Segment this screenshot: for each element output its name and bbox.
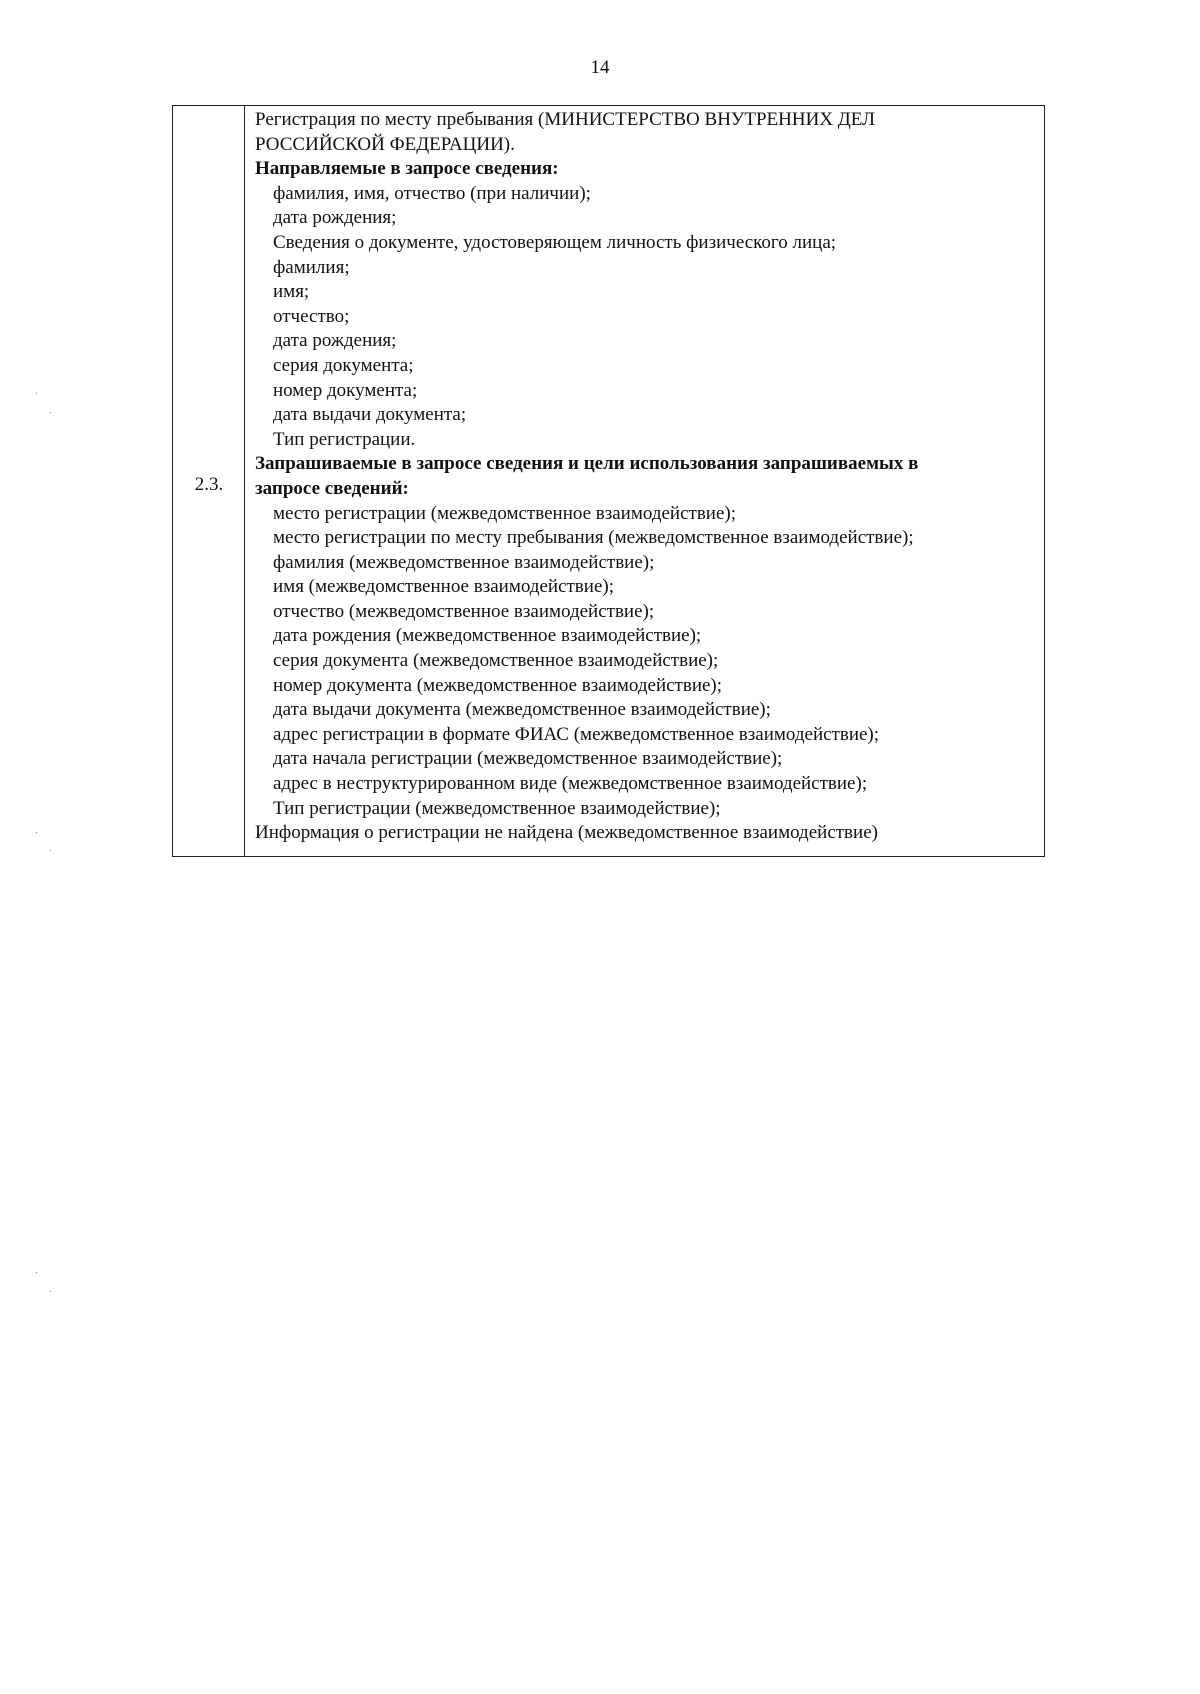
sent-info-item: дата рождения;: [273, 330, 397, 352]
requested-info-item: адрес в неструктурированном виде (межведомственное взаимодействие);: [273, 773, 868, 795]
requested-info-item: серия документа (межведомственное взаимодействие);: [273, 650, 719, 672]
sent-info-item: отчество;: [273, 305, 350, 327]
sent-info-item: серия документа;: [273, 354, 414, 376]
scan-speck: [50, 412, 51, 413]
row-content-cell: [245, 106, 1044, 856]
requested-info-item: отчество (межведомственное взаимодействие);: [273, 600, 655, 622]
scan-speck: [36, 1272, 37, 1273]
scan-speck: [36, 832, 37, 833]
title-line: РОССИЙСКОЙ ФЕДЕРАЦИИ).: [255, 133, 515, 155]
requested-info-item: Тип регистрации (межведомственное взаимодействие);: [273, 797, 721, 819]
requested-info-item: дата начала регистрации (межведомственное взаимодействие);: [273, 748, 783, 770]
requested-info-item: дата выдачи документа (межведомственное взаимодействие);: [273, 699, 771, 721]
requested-info-item: имя (межведомственное взаимодействие);: [273, 576, 614, 598]
scan-speck: [36, 393, 37, 394]
sent-info-heading: Направляемые в запросе сведения:: [255, 158, 559, 180]
sent-info-item: фамилия;: [273, 256, 350, 278]
not-found-line: Информация о регистрации не найдена (межведомственное взаимодействие): [255, 822, 878, 844]
sent-info-item: Сведения о документе, удостоверяющем личность физического лица;: [273, 231, 837, 253]
requested-info-item: место регистрации по месту пребывания (межведомственное взаимодействие);: [273, 527, 914, 549]
row-number-cell: [173, 106, 245, 856]
requested-info-item: номер документа (межведомственное взаимодействие);: [273, 674, 723, 696]
requested-info-item: место регистрации (межведомственное взаимодействие);: [273, 502, 737, 524]
title-line: Регистрация по месту пребывания (МИНИСТЕРСТВО ВНУТРЕННИХ ДЕЛ: [255, 109, 875, 130]
requested-info-item: адрес регистрации в формате ФИАС (межведомственное взаимодействие);: [273, 723, 880, 745]
document-table: [172, 105, 1045, 857]
sent-info-item: имя;: [273, 281, 310, 303]
requested-info-heading: запросе сведений:: [255, 477, 409, 499]
row-number: 2.3.: [194, 474, 224, 495]
requested-info-heading: Запрашиваемые в запросе сведения и цели использования запрашиваемых в: [255, 453, 919, 475]
requested-info-item: фамилия (межведомственное взаимодействие);: [273, 551, 655, 573]
sent-info-item: дата рождения;: [273, 207, 397, 229]
sent-info-item: дата выдачи документа;: [273, 404, 467, 426]
requested-info-item: дата рождения (межведомственное взаимодействие);: [273, 625, 702, 647]
page-number: 14: [590, 57, 610, 78]
sent-info-item: номер документа;: [273, 379, 418, 401]
scan-speck: [50, 850, 51, 851]
sent-info-item: Тип регистрации.: [273, 428, 416, 450]
scan-speck: [50, 1291, 51, 1292]
sent-info-item: фамилия, имя, отчество (при наличии);: [273, 182, 591, 204]
